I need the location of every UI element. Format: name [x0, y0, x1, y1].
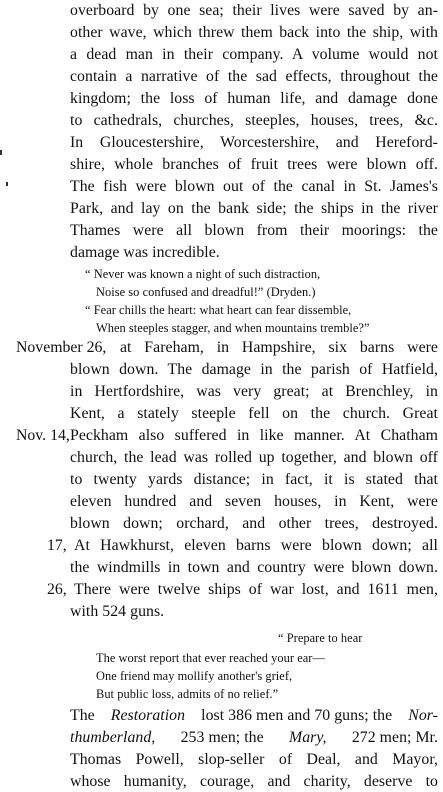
- text-line: at Fareham, in Hampshire, six barns were: [120, 339, 438, 356]
- text-line: The fish were blown out of the canal in St. James's: [70, 178, 438, 195]
- quote-line: One friend may mollify another's grief,: [96, 669, 293, 683]
- text-line: to twenty yards distance; in fact, it is stated that: [70, 471, 438, 488]
- date-label: 17,: [47, 537, 67, 554]
- text-line: At Hawkhurst, eleven barns were blown down; all: [74, 537, 438, 554]
- text-line: church, the lead was rolled up together, and blown off: [70, 449, 438, 466]
- quote-line: “ Prepare to hear: [278, 631, 363, 645]
- text-line: Park, and lay on the bank side; the ships in the river: [70, 200, 438, 217]
- text-line: whose humanity, courage, and charity, deserve to: [70, 773, 438, 790]
- text-line: in Hertfordshire, was very great; at Brenchley, in: [70, 383, 438, 400]
- text-line: a dead man in their company. A volume would not: [70, 46, 438, 63]
- text-line: kingdom; the loss of human life, and damage done: [70, 90, 438, 107]
- text-line: other wave, which threw them back into the ship, with: [70, 24, 438, 41]
- text-line: [70, 706, 438, 726]
- text-line: Thomas Powell, slop-seller of Deal, and Mayor,: [70, 751, 438, 768]
- text-line: There were twelve ships of war lost, and 1611 men,: [74, 581, 438, 598]
- text-line: shire, whole branches of fruit trees were blown off.: [70, 156, 438, 173]
- text-line: damage was incredible.: [70, 244, 220, 261]
- text-line: Thames were all blown from their moorings: the: [70, 222, 438, 239]
- text-line: Kent, a stately steeple fell on the church. Great: [70, 405, 438, 422]
- text-line: In Gloucestershire, Worcestershire, and Hereford-: [70, 134, 438, 151]
- text-fragment: The: [70, 707, 95, 724]
- text-line: eleven hundred and seven houses, in Kent, were: [70, 493, 438, 510]
- quote-line: When steeples stagger, and when mountains tremble?”: [96, 321, 370, 335]
- quote-line: Noise so confused and dreadful!” (Dryden.): [96, 285, 316, 299]
- margin-mark: [0, 150, 2, 155]
- quote-line: But public loss, admits of no relief.”: [96, 687, 279, 701]
- text-line: Peckham also suffered in like manner. At Chatham: [70, 427, 438, 444]
- date-label: 26,: [47, 581, 67, 598]
- ship-name: Restoration: [110, 707, 186, 724]
- text-line: to cathedrals, churches, steeples, houses, trees, &c.: [70, 112, 438, 129]
- text-line: blown down. The damage in the parish of Hatfield,: [70, 361, 438, 378]
- text-fragment: 272 men; Mr.: [351, 729, 438, 746]
- date-label: Nov. 14,: [16, 427, 70, 444]
- quote-line: The worst report that ever reached your ear—: [96, 651, 325, 665]
- ship-name: Mary,: [288, 729, 327, 746]
- ship-name: Nor-: [408, 707, 438, 724]
- text-line: overboard by one sea; their lives were saved by an-: [70, 2, 438, 19]
- text-line: with 524 guns.: [70, 603, 165, 620]
- text-line: the windmills in town and country were blown down.: [70, 559, 438, 576]
- text-line: [70, 728, 438, 748]
- date-label: November 26,: [16, 339, 107, 356]
- text-fragment: 253 men; the: [180, 729, 264, 746]
- quote-line: “ Fear chills the heart: what heart can fear dissemble,: [85, 303, 352, 317]
- margin-mark: [6, 182, 8, 186]
- text-line: blown down; orchard, and other trees, destroyed.: [70, 515, 438, 532]
- text-fragment: lost 386 men and 70 guns; the: [201, 707, 393, 724]
- ship-name: thumberland,: [70, 729, 156, 746]
- text-line: contain a narrative of the sad effects, throughout the: [70, 68, 438, 85]
- quote-line: “ Never was known a night of such distraction,: [85, 267, 321, 281]
